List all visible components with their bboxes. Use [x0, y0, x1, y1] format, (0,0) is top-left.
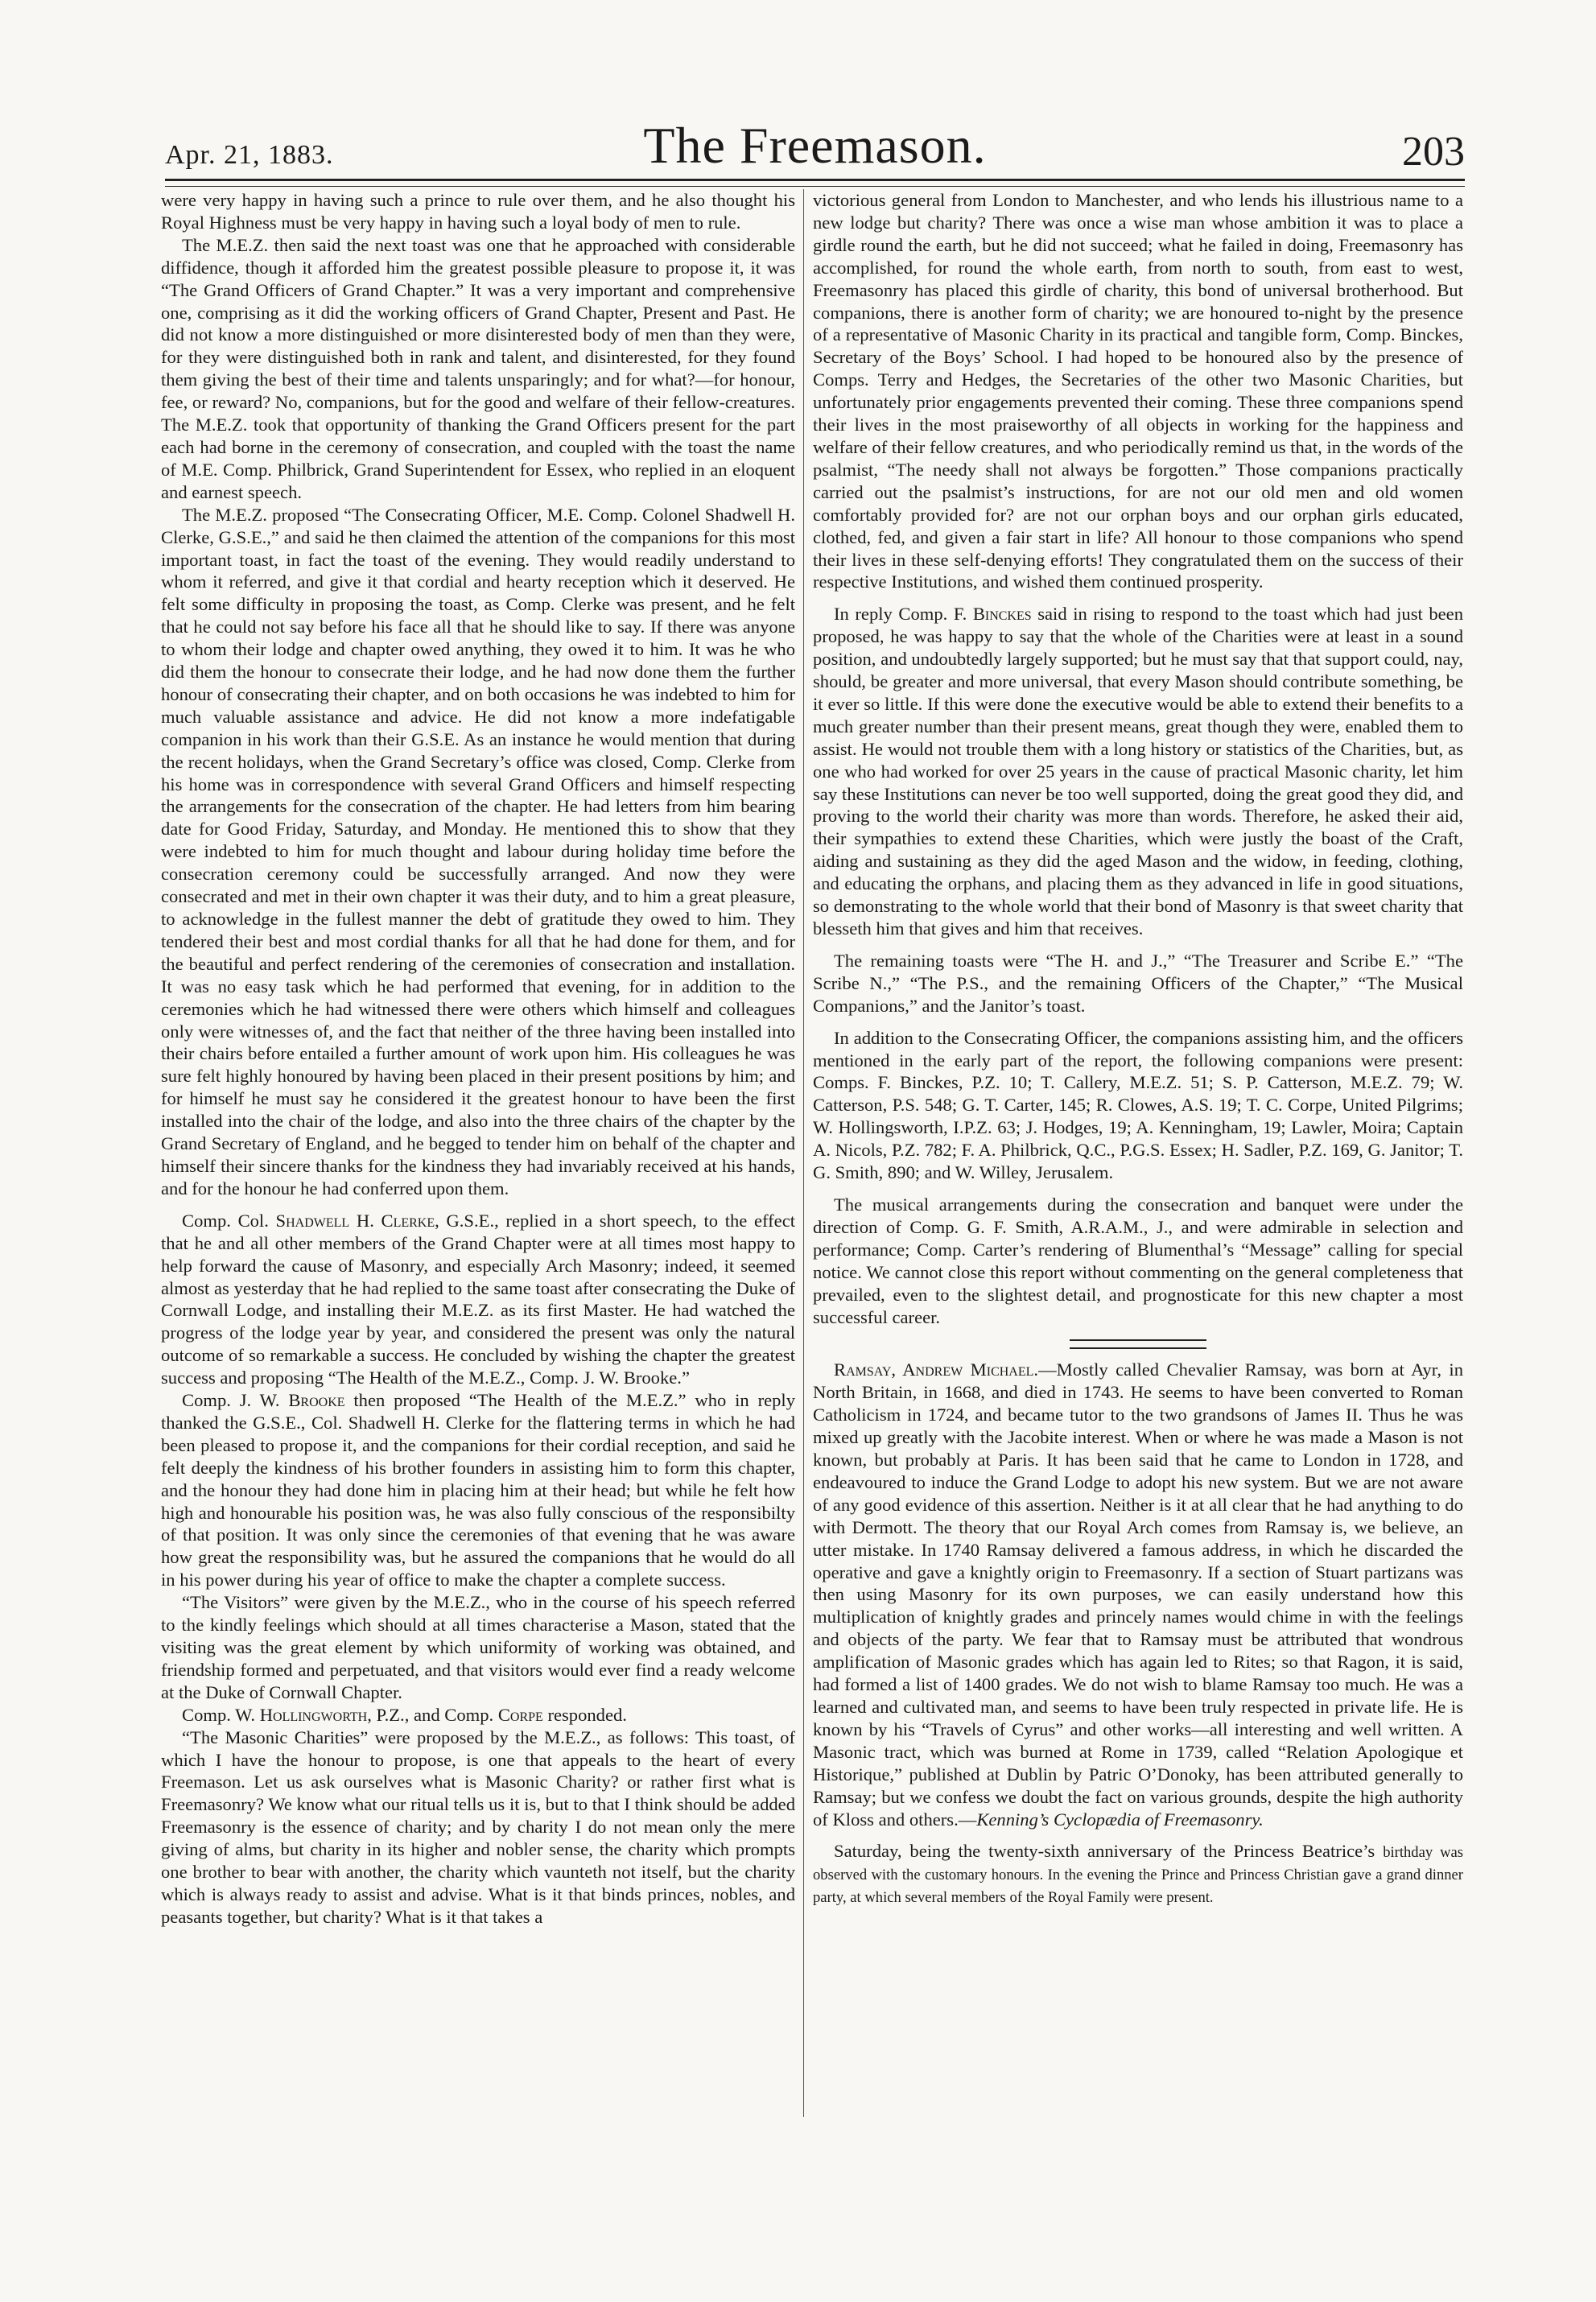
- paragraph-visitors: “The Visitors” were given by the M.E.Z., who in the course of his speech referred to the kindly feelings which should at all times characterise a Mason, stated that the visiting was the great element by which uniformity of working was obtained, and friendship formed and perpetuated, and that visitors would ever find a ready welcome at the Duke of Cornwall Chapter.: [161, 1592, 795, 1702]
- name-binckes: Binckes: [972, 604, 1032, 625]
- paragraph-masonic-charities: “The Masonic Charities” were proposed by the M.E.Z., as follows: This toast, of which I have the honour to propose, is one that appeals to the heart of every Freemason. Let us ask ourselves what is Masonic Charity? or rather first what is Freemasonry? We know what our ritual tells us it is, but to that I think should be added Freemasonry is the essence of charity; and by charity I do not mean only the mere giving of alms, but charity in its higher and nobler sense, the charity which prompts one brother to bear with another, the charity which vaunteth not itself, but the charity which is always ready to assist and advise. What is it that binds princes, nobles, and peasants together, but charity? What is it that takes a: [161, 1726, 795, 1927]
- column-divider: [803, 189, 804, 2117]
- name-hollingworth: Hollingworth: [259, 1704, 368, 1725]
- section-divider: [1070, 1339, 1206, 1349]
- paragraph-grand-officers: The M.E.Z. then said the next toast was one that he approached with considerable diffidence, though it afforded him the greatest possible pleasure to propose it, it was “The Grand Officers of Grand Chapter.” It was a very important and comprehensive one, comprising as it did the working officers of Grand Chapter, Present and Past. He did not know a more distinguished or more disinterested body of men than they were, for they were distinguished both in rank and talent, and disinterested, for they found them giving the best of their time and talents unsparingly; and for what?—for honour, fee, or reward? No, companions, but for the good and welfare of their fellow-creatures. The M.E.Z. took that opportunity of thanking the Grand Officers present for the part each had borne in the ceremony of consecration, and coupled with the toast the name of M.E. Comp. Philbrick, Grand Superintendent for Essex, who replied in an eloquent and earnest speech.: [161, 234, 795, 502]
- paragraph-musical-arrangements: The musical arrangements during the consecration and banquet were under the direction of Comp. G. F. Smith, A.R.A.M., J., and were admirable in selection and performance; Comp. Carter’s rendering of Blumenthal’s “Message” calling for special notice. We cannot close this report without commenting on the general completeness that prevailed, even to the slightest detail, and prognosticate for this new chapter a most successful career.: [813, 1194, 1463, 1327]
- paragraph-consecrating-officer: The M.E.Z. proposed “The Consecrating Officer, M.E. Comp. Colonel Shadwell H. Clerke, G.S.E.,” and said he then claimed the attention of the companions for this most important toast, in fact the toast of the evening. They would readily understand to whom it referred, and give it that cordial and hearty reception which it deserved. He felt some difficulty in proposing the toast, as Comp. Clerke was present, and he felt that he could not say before his face all that he should like to say. If there was anyone to whom their lodge and chapter owed anything, they owed it to him. It was he who did them the honour to consecrate their lodge, and he had now done them the further honour of consecrating their chapter, and on both occasions he was indebted to him for much valuable assistance and advice. He did not know a more indefatigable companion in his work than their G.S.E. As an instance he would mention that during the recent holidays, when the Grand Secretary’s office was closed, Comp. Clerke from his home was in correspondence with several Grand Officers and himself respecting the arrangements for the consecration of the chapter. He had letters from him bearing date for Good Friday, Saturday, and Monday. He mentioned this to show that they were indebted to him for much thought and labour during holiday time before the consecration ceremony could be successfully arranged. And now they were consecrated and met in their own chapter it was their duty, and to him a great pleasure, to acknowledge in the fullest manner the debt of gratitude they owed to him. They tendered their best and most cordial thanks for all that he had done for them, and for the beautiful and perfect rendering of the ceremonies of consecration and installation. It was no easy task which he had performed that evening, for in addition to the ceremonies which he had witnessed there were others which himself and colleagues only were witnesses of, and the fact that neither of the three having been installed into their chairs before entailed a further amount of work upon him. His colleagues he was sure felt highly honoured by having been placed in their present positions by him; and for himself he must say he considered it the greatest honour to have been the first installed into the chair of the lodge, and also into the three chairs of the chapter by the Grand Secretary of England, and he begged to tender him on behalf of the chapter and himself their sincere thanks for the kindness they had invariably received at his hands, and for the honour he had conferred upon them.: [161, 504, 795, 1198]
- masthead: [165, 117, 1465, 177]
- name-corpe: Corpe: [497, 1704, 543, 1725]
- newspaper-title: The Freemason.: [643, 117, 987, 174]
- paragraph-responded: Comp. W. Hollingworth, P.Z., and Comp. Corpe responded.: [182, 1704, 627, 1725]
- paragraph-charity-girdle: victorious general from London to Manchester, and who lends his illustrious name to a new lodge but charity? There was once a wise man whose ambition it was to place a girdle round the earth, but he did not succeed; what he failed in doing, Freemasonry has accomplished, for round the whole earth, from north to south, from east to west, Freemasonry has placed this girdle of charity, this bond of universal brotherhood. But companions, there is another form of charity; we are honoured to-night by the presence of a representative of Masonic Charity in its practical and tangible form, Comp. Binckes, Secretary of the Boys’ School. I had hoped to be honoured also by the presence of Comps. Terry and Hedges, the Secretaries of the other two Masonic Charities, but unfortunately prior engagements prevented their coming. These three companions spend their lives in the most praiseworthy of all objects in working for the happiness and welfare of their fellow creatures, and who periodically remind us that, in the words of the psalmist, “The needy shall not always be forgotten.” Those companions practically carried out the psalmist’s instructions, for are not our old men and old women comfortably provided for? are not our orphan boys and our orphan girls educated, clothed, fed, and given a fair start in life? All honour to those companions who spend their lives in these self-denying efforts! They congratulated them on the success of their respective Institutions, and wished them continued prosperity.: [813, 190, 1463, 592]
- paragraph-prince-rule: were very happy in having such a prince to rule over them, and he also thought his Royal Highness must be very happy in having such a loyal body of men to rule.: [161, 190, 795, 233]
- paragraph-clerke-reply: Comp. Col. Shadwell H. Clerke, G.S.E., replied in a short speech, to the effect that he and all other members of the Grand Chapter were at all times most happy to help forward the cause of Masonry, and especially Arch Masonry; indeed, it seemed almost as yesterday that he had replied to the same toast after consecrating the Duke of Cornwall Lodge, and installing their M.E.Z. as its first Master. He had watched the progress of the lodge year by year, and considered the present was only the natural outcome of so remarkable a success. He concluded by wishing the chapter the greatest success and proposing “The Health of the M.E.Z., Comp. J. W. Brooke.”: [161, 1210, 795, 1388]
- paragraph-brooke-reply: Comp. J. W. Brooke then proposed “The Health of the M.E.Z.” who in reply thanked the G.S.E., Col. Shadwell H. Clerke for the flattering terms in which he had been pleased to propose it, and the companions for their cordial reception, and said he felt deeply the kindness of his brother founders in assisting him to form this chapter, and the honour they had done him in placing him at their head; but while he felt how high and honourable his position was, he was also fully conscious of the responsibilty of that position. It was only since the ceremonies of that evening that he was aware how great the responsibility was, but he assured the companions that he would do all in his power during his year of office to make the chapter a complete success.: [161, 1390, 795, 1590]
- paragraph-remaining-toasts: The remaining toasts were “The H. and J.,” “The Treasurer and Scribe E.” “The Scribe N.,” “The P.S., and the remaining Officers of the Chapter,” “The Musical Companions,” and the Janitor’s toast.: [813, 950, 1463, 1016]
- name-brooke: Brooke: [288, 1390, 345, 1411]
- paragraph-binckes-reply: In reply Comp. F. Binckes said in rising to respond to the toast which had just been proposed, he was happy to say that the whole of the Charities were at least in a sound position, and undoubtedly largely supported; but he must say that that support could, nay, should, be greater and more universal, that every Mason should contribute something, be it ever so little. If this were done the executive would be able to extend their benefits to a much greater number than their present means, great though they were, enabled them to assist. He would not trouble them with a long history or statistics of the Charities, but, as one who had worked for over 25 years in the cause of practical Masonic charity, let him say these Institutions can never be too well supported, doing the great good they did, and proving to the world their charity was more than words. Therefore, he asked their aid, their sympathies to extend these Charities, which were justly the boast of the Craft, aiding and sustaining as they did the aged Mason and the widow, in feeding, clothing, and educating the orphans, and placing them as they advanced in life in good situations, so demonstrating to the whole world that their bond of Masonry is that sweet charity that blesseth him that gives and him that receives.: [813, 604, 1463, 939]
- paragraph-companions-present: In addition to the Consecrating Officer, the companions assisting him, and the officers mentioned in the early part of the report, the following companions were present: Comps. F. Binckes, P.Z. 10; T. Callery, M.E.Z. 51; S. P. Catterson, M.E.Z. 79; W. Catterson, P.S. 548; G. T. Carter, 145; R. Clowes, A.S. 19; T. C. Corpe, United Pilgrims; W. Hollingsworth, I.P.Z. 63; J. Hodges, 19; A. Kenningham, 19; Lawler, Moira; Captain A. Nicols, P.Z. 782; F. A. Philbrick, Q.C., P.G.S. Essex; H. Sadler, P.Z. 169, G. Janitor; T. G. Smith, 890; and W. Willey, Jerusalem.: [813, 1027, 1463, 1183]
- paragraph-ramsay: Ramsay, Andrew Michael.—Mostly called Chevalier Ramsay, was born at Ayr, in North Britain, in 1668, and died in 1743. He seems to have been converted to Roman Catholicism in 1724, and became tutor to the two grandsons of James II. Thus he was mixed up greatly with the Jacobite interest. When or where he was made a Mason is not known, but probably at Paris. It has been said that he came to London in 1728, and endeavoured to induce the Grand Lodge to adopt his new system. But we are not aware of any good evidence of this assertion. Neither is it at all clear that he had anything to do with Dermott. The theory that our Royal Arch comes from Ramsay is, we believe, an utter mistake. In 1740 Ramsay delivered a famous address, in which he discarded the operative and gave a knightly origin to Freemasonry. If a section of Stuart partizans was then using Masonry for its own purposes, we can easily understand how this multiplication of knightly grades and princely names would chime in with the feelings and objects of the party. We fear that to Ramsay must be attributed that wondrous amplification of Masonic grades which has again led to Rites; so that Ragon, it is said, had formed a list of 1400 grades. We do not wish to blame Ramsay too much. He was a learned and cultivated man, and seems to have been truly respected in private life. He is known by his “Travels of Cyrus” and other works—all interesting and well written. A Masonic tract, which was burned at Rome in 1739, called “Relation Apologique et Historique,” published at Dublin by Patric O’Donoky, has been attributed generally to Ramsay; but we confess we doubt the fact on various grounds, despite the high authority of Kloss and others.—Kenning’s Cyclopædia of Freemasonry.: [813, 1359, 1463, 1830]
- masthead-rule: [165, 179, 1465, 187]
- right-column: [813, 189, 1463, 1908]
- left-column: [161, 189, 795, 1929]
- issue-date: Apr. 21, 1883.: [165, 140, 334, 170]
- source-citation: Kenning’s Cyclopædia of Freemasonry.: [976, 1809, 1264, 1830]
- page-number: 203: [1402, 129, 1465, 175]
- beatrice-small-text: birthday was observed with the customary honours. In the evening the Prince and Princess Christian gave a grand dinner party, at which several members of the Royal Family were present.: [813, 1844, 1464, 1907]
- name-ramsay: Ramsay, Andrew Michael.: [834, 1359, 1039, 1380]
- name-clerke: Shadwell H. Clerke: [275, 1210, 435, 1231]
- paragraph-princess-beatrice: Saturday, being the twenty-sixth anniversary of the Princess Beatrice’s birthday was observed with the customary honours. In the evening the Prince and Princess Christian gave a grand dinner party, at which several members of the Royal Family were present.: [813, 1841, 1464, 1907]
